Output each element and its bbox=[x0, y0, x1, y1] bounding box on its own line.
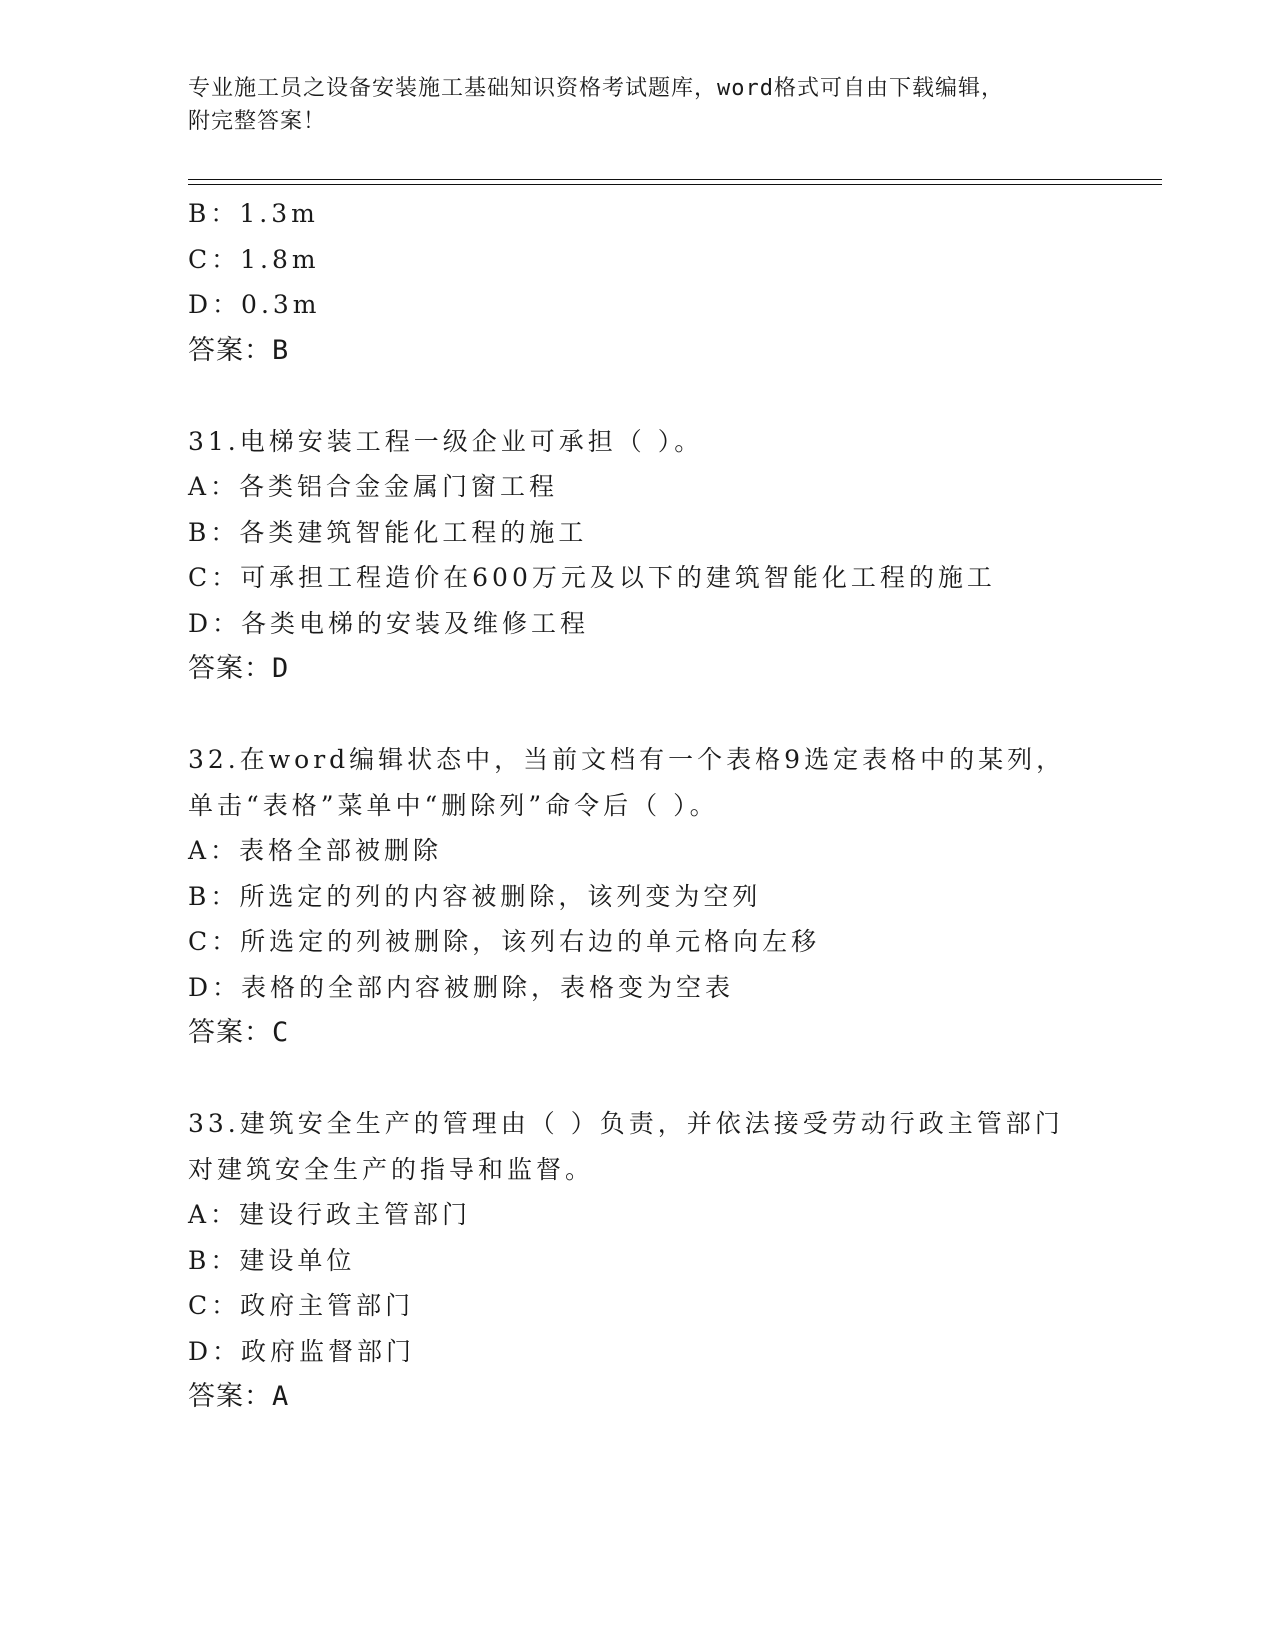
answer-label: 答案：C bbox=[188, 1017, 290, 1048]
question-stem: 33.建筑安全生产的管理由（ ）负责，并依法接受劳动行政主管部门 bbox=[188, 1109, 1064, 1138]
question-stem-continued: 对建筑安全生产的指导和监督。 bbox=[188, 1154, 595, 1184]
header-title-line-1: 专业施工员之设备安装施工基础知识资格考试题库，word格式可自由下载编辑， bbox=[188, 76, 1004, 101]
option-c: C：可承担工程造价在600万元及以下的建筑智能化工程的施工 bbox=[188, 563, 996, 592]
question-stem: 31.电梯安装工程一级企业可承担（ ）。 bbox=[188, 426, 704, 456]
option-b: B：1.3m bbox=[188, 199, 319, 228]
spacer bbox=[188, 692, 1148, 738]
answer-label: 答案：A bbox=[188, 1381, 290, 1412]
answer-label: 答案：D bbox=[188, 653, 290, 684]
option-b: B：所选定的列的内容被删除，该列变为空列 bbox=[188, 881, 762, 911]
document-body bbox=[188, 191, 1148, 1420]
header-title-line-2: 附完整答案！ bbox=[188, 109, 327, 134]
question-stem-continued: 单击“表格”菜单中“删除列”命令后（ ）。 bbox=[188, 790, 719, 820]
question-33 bbox=[188, 1101, 1148, 1420]
option-b: B：建设单位 bbox=[188, 1245, 356, 1275]
document-header bbox=[188, 72, 1088, 138]
option-c: C：政府主管部门 bbox=[188, 1291, 415, 1320]
option-a: A：建设行政主管部门 bbox=[188, 1200, 472, 1229]
option-d: D：政府监督部门 bbox=[188, 1336, 416, 1366]
spacer bbox=[188, 1056, 1148, 1102]
question-fragment bbox=[188, 191, 1148, 373]
option-d: D：表格的全部内容被删除，表格变为空表 bbox=[188, 972, 735, 1002]
question-32 bbox=[188, 737, 1148, 1056]
option-a: A：各类铝合金金属门窗工程 bbox=[188, 472, 559, 501]
question-31 bbox=[188, 419, 1148, 692]
option-d: D：0.3m bbox=[188, 290, 321, 319]
option-c: C：1.8m bbox=[188, 244, 320, 274]
option-b: B：各类建筑智能化工程的施工 bbox=[188, 517, 588, 547]
header-divider-bottom bbox=[188, 184, 1162, 185]
option-d: D：各类电梯的安装及维修工程 bbox=[188, 608, 590, 638]
spacer bbox=[188, 373, 1148, 419]
option-a: A：表格全部被删除 bbox=[188, 836, 443, 865]
header-divider-top bbox=[188, 179, 1162, 180]
answer-label: 答案：B bbox=[188, 334, 290, 366]
question-stem: 32.在word编辑状态中，当前文档有一个表格9选定表格中的某列， bbox=[188, 745, 1066, 774]
option-c: C：所选定的列被删除，该列右边的单元格向左移 bbox=[188, 927, 821, 956]
